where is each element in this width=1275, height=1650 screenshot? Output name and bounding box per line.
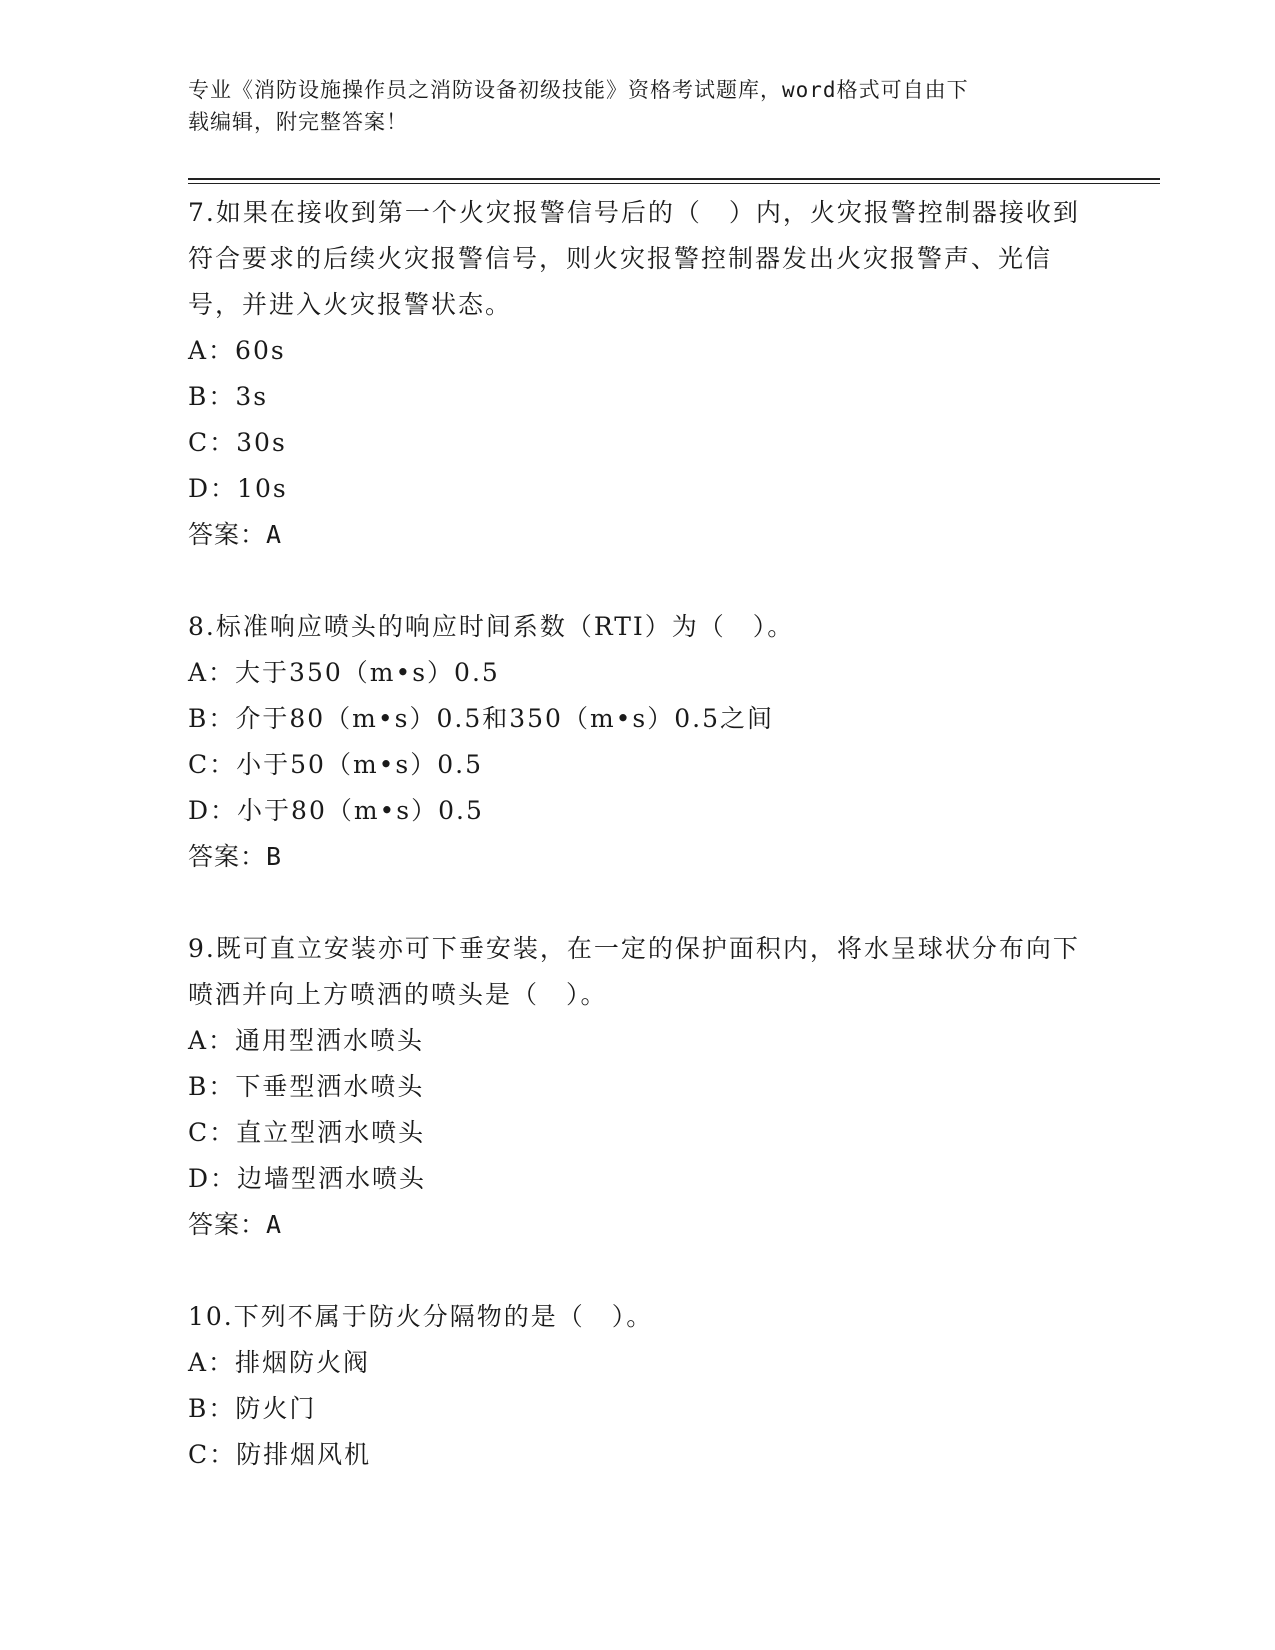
- option-d: D：小于80（m•s）0.5: [188, 796, 484, 825]
- option-d: D：10s: [188, 474, 288, 503]
- answer-line: 答案：B: [188, 842, 283, 871]
- option-b: B：防火门: [188, 1394, 317, 1423]
- option-d: D：边墙型洒水喷头: [188, 1164, 427, 1193]
- question-list: [188, 190, 1088, 1524]
- question-stem: 7.如果在接收到第一个火灾报警信号后的（ ）内，火灾报警控制器接收到符合要求的后续火灾报警信号，则火灾报警控制器发出火灾报警声、光信号，并进入火灾报警状态。: [188, 198, 1080, 319]
- answer-line: 答案：A: [188, 1210, 283, 1239]
- question-9: [188, 926, 1088, 1248]
- question-7: [188, 190, 1088, 558]
- header-line-2: 载编辑，附完整答案！: [188, 110, 408, 134]
- option-a: A：60s: [188, 336, 286, 365]
- option-c: C：30s: [188, 428, 287, 457]
- header-divider-thick: [188, 178, 1160, 180]
- question-stem: 9.既可直立安装亦可下垂安装，在一定的保护面积内，将水呈球状分布向下喷洒并向上方喷洒的喷头是（ ）。: [188, 934, 1080, 1009]
- answer-line: 答案：A: [188, 520, 283, 549]
- option-b: B：3s: [188, 382, 269, 411]
- question-10: [188, 1294, 1088, 1478]
- option-b: B：介于80（m•s）0.5和350（m•s）0.5之间: [188, 704, 774, 733]
- header-divider-thin: [188, 183, 1160, 184]
- option-b: B：下垂型洒水喷头: [188, 1072, 425, 1101]
- question-stem: 8.标准响应喷头的响应时间系数（RTI）为（ ）。: [188, 612, 795, 641]
- question-8: [188, 604, 1088, 880]
- option-c: C：直立型洒水喷头: [188, 1118, 426, 1147]
- option-c: C：防排烟风机: [188, 1440, 372, 1469]
- option-a: A：大于350（m•s）0.5: [188, 658, 500, 687]
- document-header: [188, 74, 1088, 138]
- option-a: A：通用型洒水喷头: [188, 1026, 425, 1055]
- header-line-1: 专业《消防设施操作员之消防设备初级技能》资格考试题库，word格式可自由下: [188, 78, 969, 102]
- option-c: C：小于50（m•s）0.5: [188, 750, 483, 779]
- option-a: A：排烟防火阀: [188, 1348, 371, 1377]
- question-stem: 10.下列不属于防火分隔物的是（ ）。: [188, 1302, 654, 1331]
